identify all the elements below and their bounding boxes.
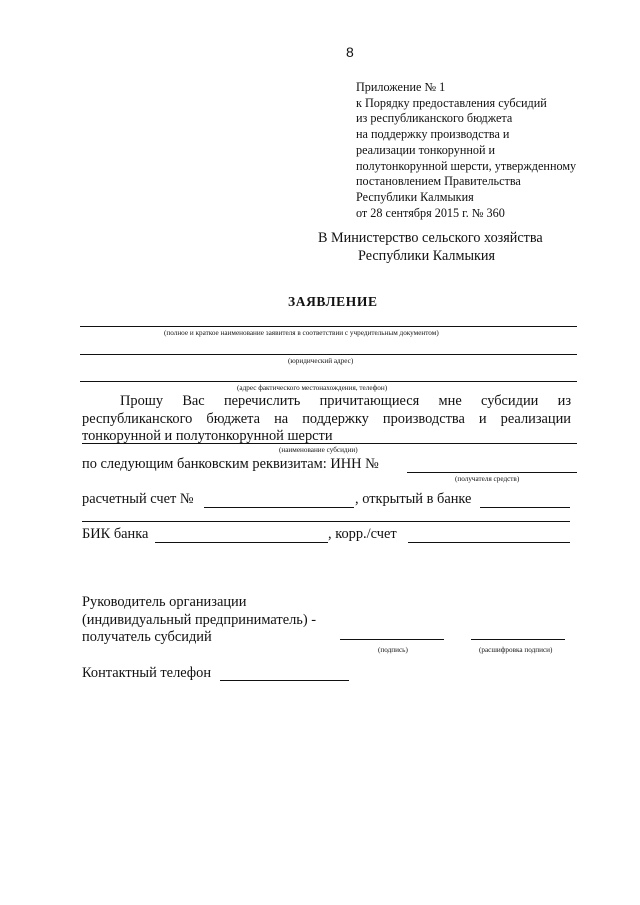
request-line-3: тонкорунной и полутонкорунной шерсти [82, 428, 333, 444]
bik-label: БИК банка [82, 526, 149, 542]
appendix-line: на поддержку производства и [356, 127, 510, 142]
signature-decoding-caption: (расшифровка подписи) [479, 646, 553, 654]
subsidy-name-caption: (наименование субсидии) [279, 446, 358, 454]
contact-phone-label: Контактный телефон [82, 665, 212, 681]
bank-name-field[interactable] [480, 507, 570, 508]
applicant-name-caption: (полное и краткое наименование заявителя в соответствии с учредительным документом) [164, 329, 439, 337]
page-number: 8 [346, 44, 354, 60]
appendix-line: Республики Калмыкия [356, 189, 474, 204]
opened-in-bank-label: , открытый в банке [355, 491, 472, 507]
contact-phone-field[interactable] [220, 680, 349, 681]
applicant-name-field[interactable] [80, 326, 577, 327]
appendix-line: от 28 сентября 2015 г. № 360 [356, 205, 505, 220]
account-field[interactable] [204, 507, 354, 508]
appendix-line: Приложение № 1 [356, 80, 446, 94]
corr-account-label: , корр./счет [328, 526, 397, 542]
actual-address-caption: (адрес фактического местонахождения, телефон) [237, 384, 388, 392]
recipient-caption: (получателя средств) [455, 475, 520, 483]
appendix-line: полутонкорунной шерсти, утвержденному [356, 158, 577, 173]
addressee-line-1: В Министерство сельского хозяйства [318, 230, 543, 246]
inn-field[interactable] [407, 472, 577, 473]
appendix-line: к Порядку предоставления субсидий [356, 95, 547, 110]
bik-field[interactable] [155, 542, 328, 543]
inn-label: по следующим банковским реквизитам: ИНН № [82, 456, 379, 472]
appendix-line: из республиканского бюджета [356, 111, 513, 126]
appendix-header [356, 80, 576, 221]
addressee [318, 229, 543, 265]
appendix-line: постановлением Правительства [356, 174, 521, 189]
legal-address-caption: (юридический адрес) [288, 357, 354, 365]
appendix-line: реализации тонкорунной и [356, 142, 496, 157]
document-title: ЗАЯВЛЕНИЕ [288, 294, 378, 309]
legal-address-field[interactable] [80, 354, 577, 355]
account-label: расчетный счет № [82, 491, 194, 507]
subsidy-name-field[interactable] [82, 443, 577, 444]
addressee-line-2: Республики Калмыкия [358, 248, 496, 264]
signature-field[interactable] [340, 639, 444, 640]
actual-address-field[interactable] [80, 381, 577, 382]
corr-account-field[interactable] [408, 542, 570, 543]
request-line-1: Прошу Вас перечислить причитающиеся мне субсидии из [120, 393, 571, 409]
signatory-line-2: (индивидуальный предприниматель) - [82, 612, 317, 628]
signature-caption: (подпись) [378, 646, 408, 654]
signature-decoding-field[interactable] [471, 639, 565, 640]
signatory-line-1: Руководитель организации [82, 594, 247, 610]
bank-name-field-continued[interactable] [82, 521, 570, 522]
request-line-2: республиканского бюджета на поддержку производства и реализации [82, 411, 571, 427]
signatory-line-3: получатель субсидий [82, 629, 212, 645]
